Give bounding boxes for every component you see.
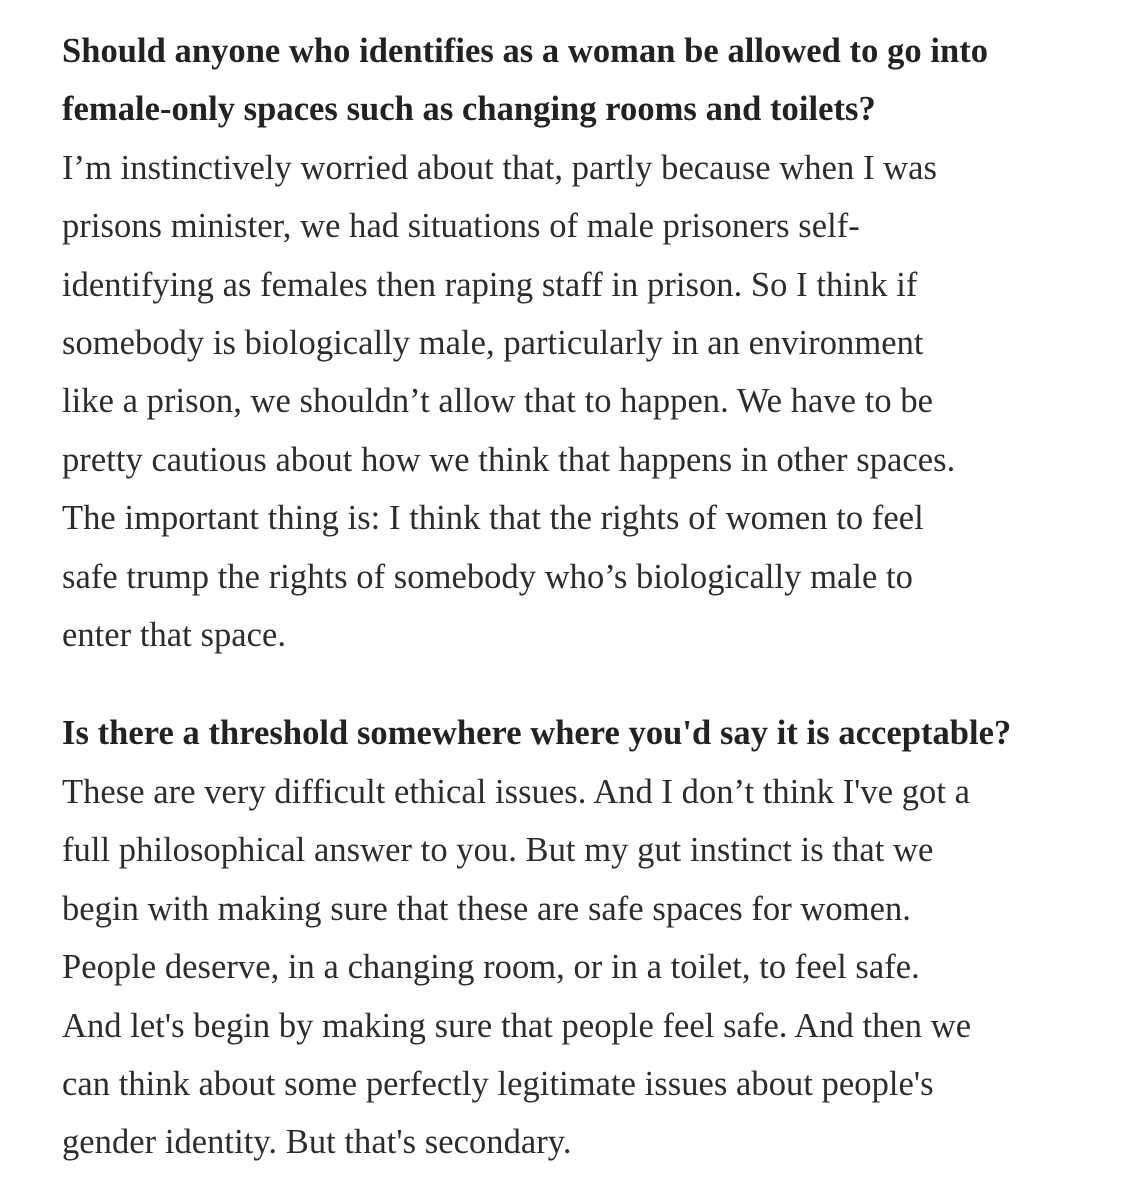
- answer-line: begin with making sure that these are safe spaces for women.: [62, 889, 911, 928]
- answer-line: I’m instinctively worried about that, partly because when I was: [62, 148, 937, 187]
- answer-line: enter that space.: [62, 616, 287, 655]
- answer-line: like a prison, we shouldn’t allow that to happen. We have to be: [62, 382, 933, 421]
- qa-section-1: [62, 22, 1102, 664]
- question-line: female-only spaces such as changing rooms and toilets?: [62, 90, 876, 129]
- answer-line: identifying as females then raping staff in prison. So I think if: [62, 265, 918, 304]
- answer-line: safe trump the rights of somebody who’s biologically male to: [62, 557, 913, 596]
- answer-line: And let's begin by making sure that people feel safe. And then we: [62, 1006, 972, 1045]
- answer-line: People deserve, in a changing room, or in a toilet, to feel safe.: [62, 948, 920, 987]
- question-line: Is there a threshold somewhere where you'd say it is acceptable?: [62, 714, 1012, 753]
- question-1: [62, 22, 1102, 139]
- answer-line: gender identity. But that's secondary.: [62, 1123, 572, 1162]
- answer-2: [62, 763, 1102, 1172]
- answer-line: somebody is biologically male, particularly in an environment: [62, 324, 924, 363]
- answer-line: pretty cautious about how we think that happens in other spaces.: [62, 440, 956, 479]
- answer-line: can think about some perfectly legitimate issues about people's: [62, 1064, 934, 1103]
- answer-line: full philosophical answer to you. But my gut instinct is that we: [62, 831, 934, 870]
- answer-1: [62, 139, 1102, 665]
- article-body: [62, 22, 1102, 1172]
- question-line: Should anyone who identifies as a woman be allowed to go into: [62, 32, 989, 70]
- question-2: [62, 704, 1102, 762]
- qa-section-2: [62, 704, 1102, 1171]
- answer-line: The important thing is: I think that the rights of women to feel: [62, 499, 924, 538]
- answer-line: These are very difficult ethical issues. And I don’t think I've got a: [62, 772, 971, 811]
- answer-line: prisons minister, we had situations of male prisoners self-: [62, 207, 860, 246]
